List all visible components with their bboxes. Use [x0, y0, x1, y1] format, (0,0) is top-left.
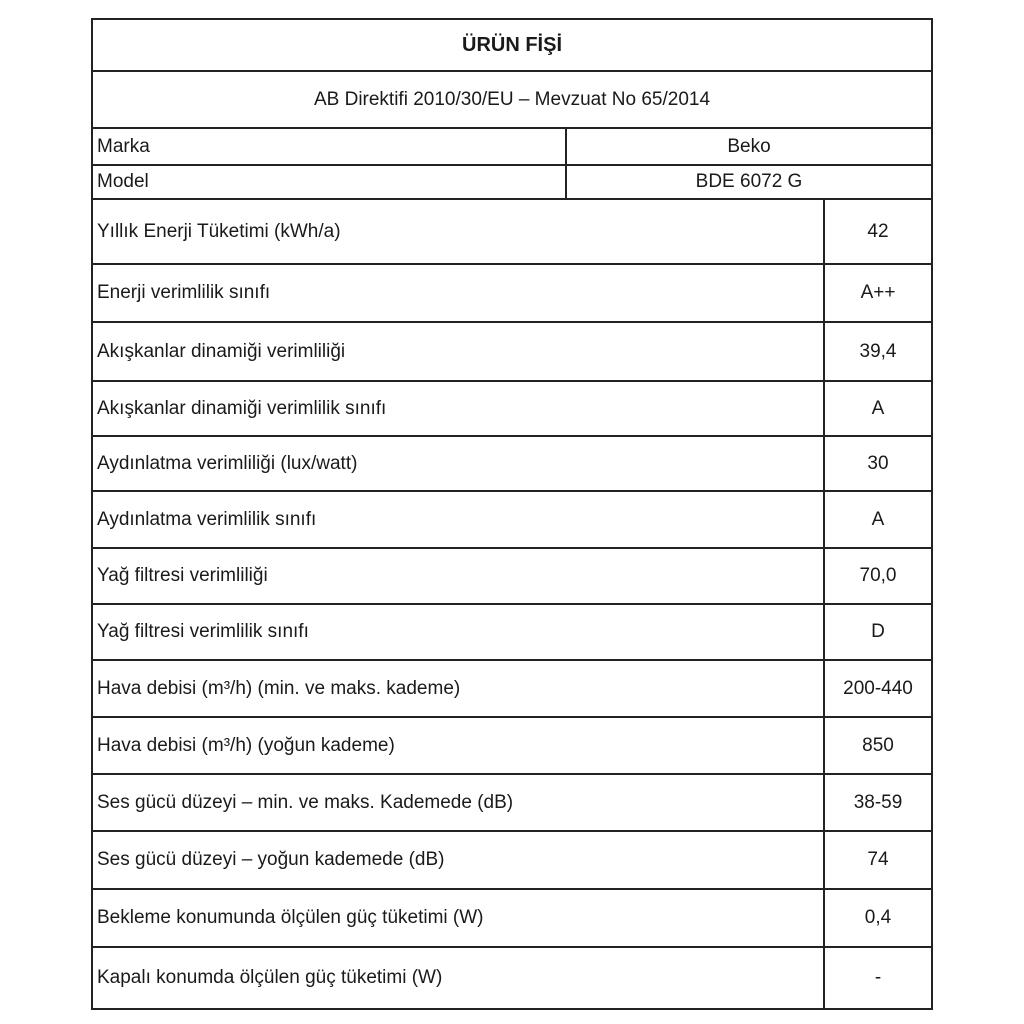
spec-value: A	[871, 508, 885, 530]
spec-row	[93, 948, 931, 1008]
spec-row	[93, 265, 931, 323]
spec-row	[93, 437, 931, 492]
spec-label: Yıllık Enerji Tüketimi (kWh/a)	[93, 200, 825, 263]
spec-row	[93, 323, 931, 382]
spec-label: Yağ filtresi verimlilik sınıfı	[93, 605, 825, 659]
spec-row	[93, 890, 931, 948]
brand-label: Marka	[93, 129, 567, 164]
product-fiche-table	[91, 18, 933, 1010]
brand-value: Beko	[727, 135, 771, 157]
spec-label: Aydınlatma verimlilik sınıfı	[93, 492, 825, 547]
spec-label: Akışkanlar dinamiği verimliliği	[93, 323, 825, 380]
spec-label: Ses gücü düzeyi – yoğun kademede (dB)	[93, 832, 825, 888]
spec-value: A	[871, 397, 885, 419]
spec-row	[93, 605, 931, 661]
spec-value: 39,4	[859, 340, 897, 362]
spec-value: -	[874, 967, 882, 988]
spec-label: Hava debisi (m³/h) (min. ve maks. kademe)	[93, 661, 825, 716]
spec-value: D	[871, 621, 885, 642]
spec-value: 850	[862, 734, 894, 756]
spec-value: 200-440	[843, 677, 913, 699]
spec-value: 74	[867, 849, 889, 870]
spec-row	[93, 718, 931, 775]
spec-label: Ses gücü düzeyi – min. ve maks. Kademede (dB)	[93, 775, 825, 830]
spec-value: 0,4	[864, 907, 892, 928]
title-row	[93, 20, 931, 72]
directive-row	[93, 72, 931, 129]
spec-label: Hava debisi (m³/h) (yoğun kademe)	[93, 718, 825, 773]
spec-label: Aydınlatma verimliliği (lux/watt)	[93, 437, 825, 490]
spec-label: Kapalı konumda ölçülen güç tüketimi (W)	[93, 948, 825, 1008]
model-label: Model	[93, 166, 567, 198]
spec-label: Akışkanlar dinamiği verimlilik sınıfı	[93, 382, 825, 435]
spec-row	[93, 832, 931, 890]
model-row	[93, 166, 931, 200]
fiche-title: ÜRÜN FİŞİ	[462, 33, 562, 56]
spec-label: Bekleme konumunda ölçülen güç tüketimi (W)	[93, 890, 825, 946]
spec-value: 38-59	[853, 791, 903, 813]
brand-row	[93, 129, 931, 166]
spec-value: 42	[867, 220, 889, 242]
spec-label: Yağ filtresi verimliliği	[93, 549, 825, 603]
spec-value: 30	[867, 452, 889, 474]
spec-label: Enerji verimlilik sınıfı	[93, 265, 825, 321]
model-value: BDE 6072 G	[695, 171, 803, 192]
spec-value: A++	[860, 282, 896, 303]
spec-row	[93, 661, 931, 718]
spec-row	[93, 775, 931, 832]
spec-value: 70,0	[859, 565, 897, 586]
spec-row	[93, 200, 931, 265]
spec-row	[93, 549, 931, 605]
spec-row	[93, 492, 931, 549]
spec-row	[93, 382, 931, 437]
directive-text: AB Direktifi 2010/30/EU – Mevzuat No 65/2014	[313, 88, 711, 110]
